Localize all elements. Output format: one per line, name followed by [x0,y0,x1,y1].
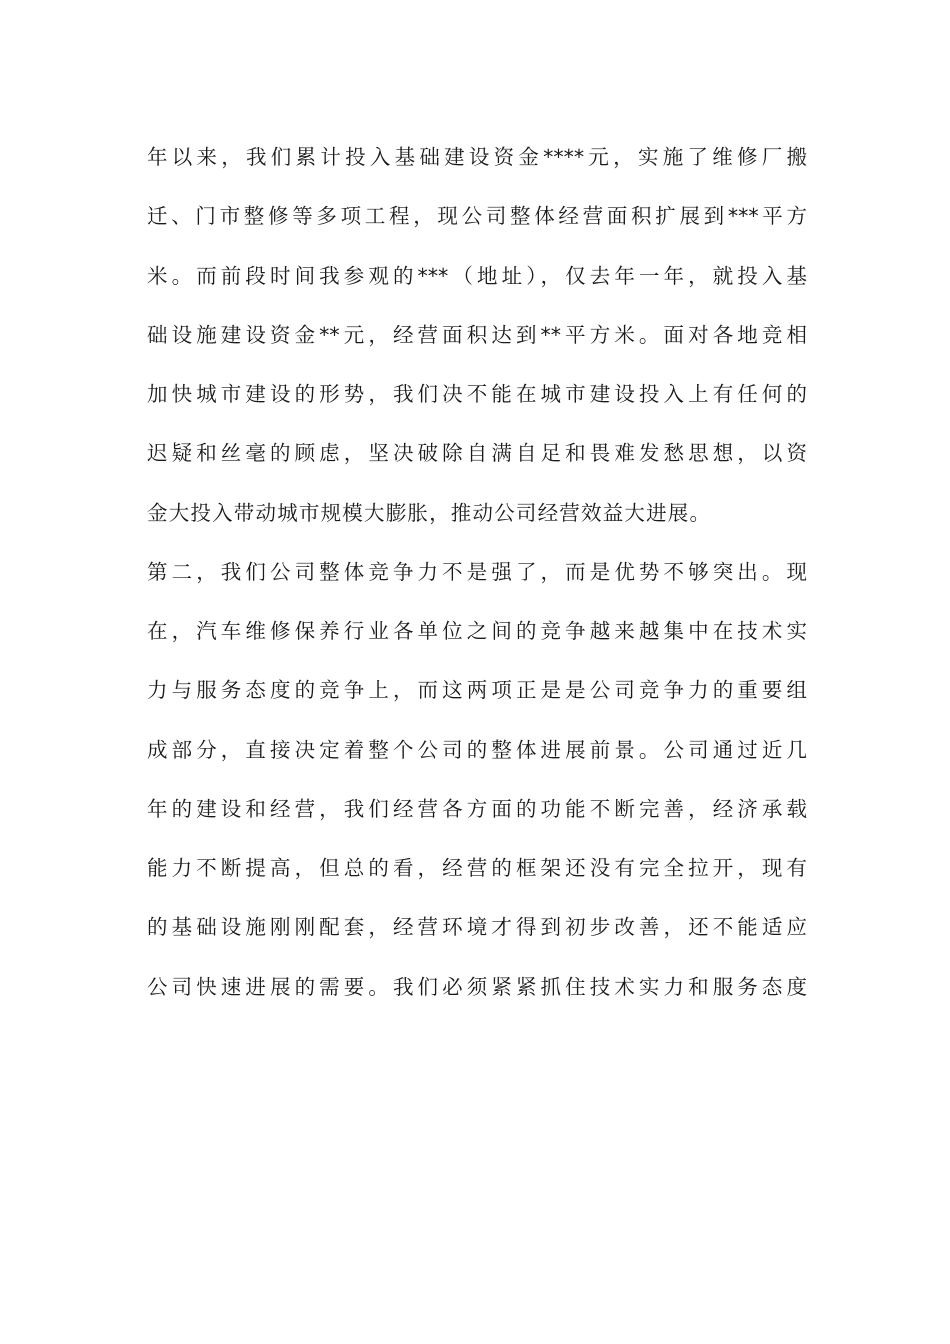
text-line: 年以来，我们累计投入基础建设资金****元，实施了维修厂搬 [147,145,807,169]
text-line: 迁、门市整修等多项工程，现公司整体经营面积扩展到***平方 [147,204,807,229]
text-line: 的基础设施刚刚配套，经营环境才得到初步改善，还不能适应 [147,915,807,940]
body-text [147,131,807,1020]
text-line: 第二，我们公司整体竞争力不是强了，而是优势不够突出。现 [147,559,807,584]
text-line: 金大投入带动城市规模大膨胀，推动公司经营效益大进展。 [147,500,712,525]
text-line: 力与服务态度的竞争上，而这两项正是是公司竞争力的重要组 [147,678,807,703]
text-line: 能力不断提高，但总的看，经营的框架还没有完全拉开，现有 [147,856,807,880]
text-line: 年的建设和经营，我们经营各方面的功能不断完善，经济承载 [147,796,807,821]
text-line: 成部分，直接决定着整个公司的整体进展前景。公司通过近几 [147,737,807,762]
text-line: 米。而前段时间我参观的***（地址），仅去年一年，就投入基 [147,263,807,288]
text-line: 在，汽车维修保养行业各单位之间的竞争越来越集中在技术实 [147,619,807,643]
text-line: 迟疑和丝毫的顾虑，坚决破除自满自足和畏难发愁思想，以资 [147,441,807,466]
text-line: 公司快速进展的需要。我们必须紧紧抓住技术实力和服务态度 [147,974,807,999]
text-line: 加快城市建设的形势，我们决不能在城市建设投入上有任何的 [147,382,807,406]
text-line: 础设施建设资金**元，经营面积达到**平方米。面对各地竞相 [147,322,807,347]
